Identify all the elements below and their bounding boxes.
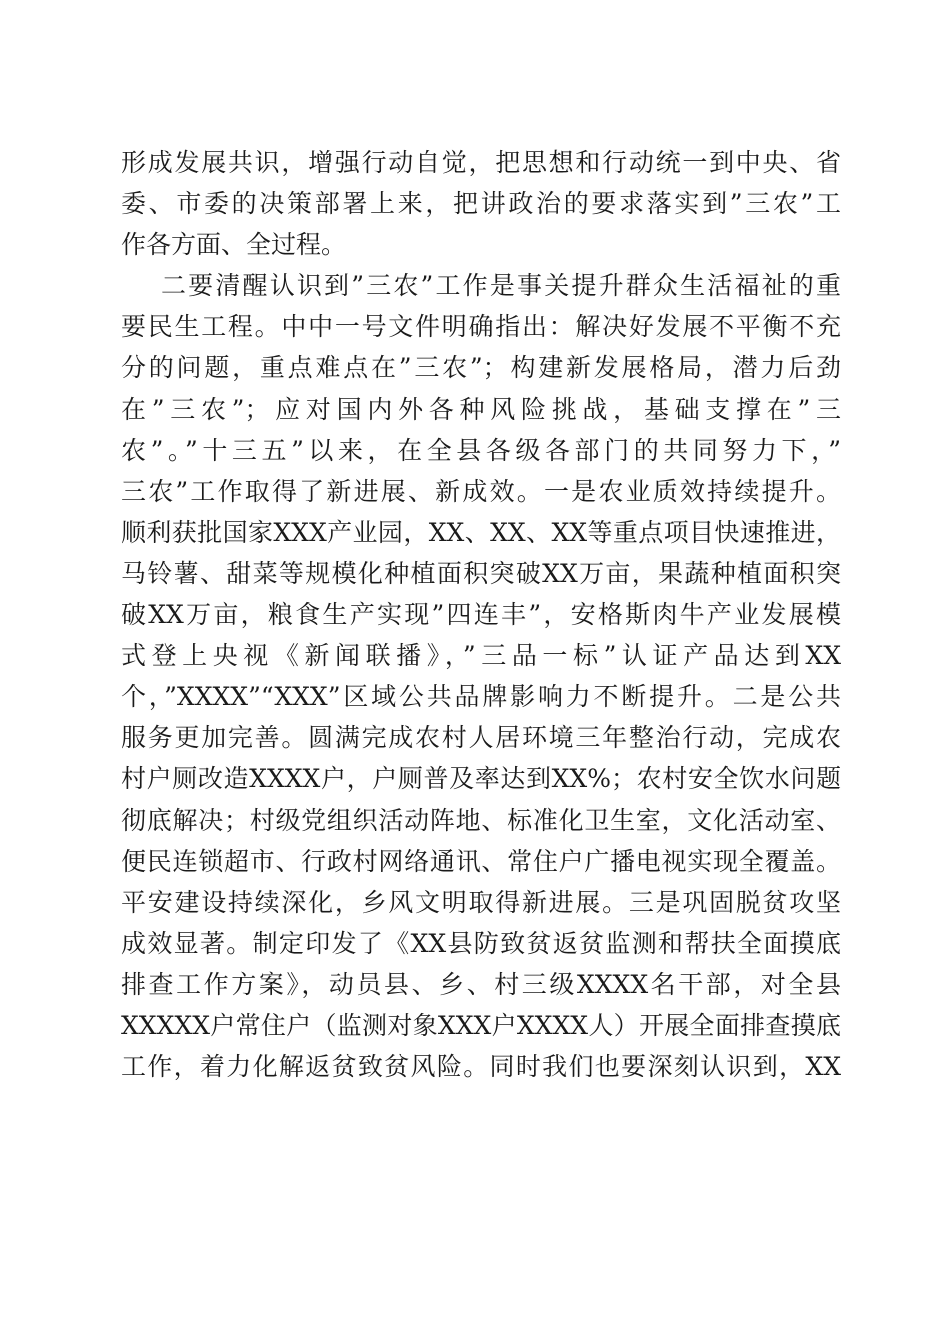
paragraph-2-line-14: 彻底解决；村级党组织活动阵地、标准化卫生室，文化活动室、 (121, 805, 841, 835)
paragraph-2-line-3: 分的问题，重点难点在”三农”；构建新发展格局，潜力后劲 (121, 353, 841, 383)
paragraph-2-line-4: 在”三农”；应对国内外各种风险挑战，基础支撑在”三 (121, 394, 841, 424)
paragraph-2-line-12: 服务更加完善。圆满完成农村人居环境三年整治行动，完成农 (121, 723, 841, 753)
paragraph-2-line-13: 村户厕改造XXXX户，户厕普及率达到XX%；农村安全饮水问题 (121, 764, 841, 794)
paragraph-2-line-16: 平安建设持续深化，乡风文明取得新进展。三是巩固脱贫攻坚 (121, 887, 841, 917)
paragraph-2-line-10: 式登上央视《新闻联播》，”三品一标”认证产品达到XX (121, 641, 841, 671)
paragraph-2-line-8: 马铃薯、甜菜等规模化种植面积突破XX万亩，果蔬种植面积突 (121, 558, 841, 588)
paragraph-1-line-2: 委、市委的决策部署上来，把讲政治的要求落实到”三农”工 (121, 189, 841, 219)
body-text (121, 142, 841, 1087)
paragraph-2-line-11: 个，”XXXX”“XXX”区域公共品牌影响力不断提升。二是公共 (121, 682, 841, 712)
paragraph-2-line-9: 破XX万亩，粮食生产实现”四连丰”，安格斯肉牛产业发展模 (121, 600, 841, 630)
paragraph-2-line-17: 成效显著。制定印发了《XX县防致贫返贫监测和帮扶全面摸底 (121, 928, 841, 958)
paragraph-1-line-1: 形成发展共识，增强行动自觉，把思想和行动统一到中央、省 (121, 148, 841, 177)
paragraph-2-line-15: 便民连锁超市、行政村网络通讯、常住户广播电视实现全覆盖。 (121, 846, 841, 876)
paragraph-2-line-19: XXXXX户常住户（监测对象XXX户XXXX人）开展全面排查摸底 (121, 1010, 841, 1040)
paragraph-2-line-6: 三农”工作取得了新进展、新成效。一是农业质效持续提升。 (121, 476, 841, 506)
paragraph-2-line-20: 工作，着力化解返贫致贫风险。同时我们也要深刻认识到，XX (121, 1052, 841, 1082)
paragraph-2-line-7: 顺利获批国家XXX产业园，XX、XX、XX等重点项目快速推进， (121, 517, 841, 547)
paragraph-1-line-3: 作各方面、全过程。 (121, 230, 347, 260)
paragraph-2-line-2: 要民生工程。中中一号文件明确指出：解决好发展不平衡不充 (121, 312, 841, 342)
paragraph-2-line-1: 二要清醒认识到”三农”工作是事关提升群众生活福祉的重 (161, 271, 841, 301)
paragraph-2-line-18: 排查工作方案》，动员县、乡、村三级XXXX名干部，对全县 (121, 969, 841, 999)
paragraph-2-line-5: 农”。”十三五”以来，在全县各级各部门的共同努力下，” (121, 435, 841, 465)
